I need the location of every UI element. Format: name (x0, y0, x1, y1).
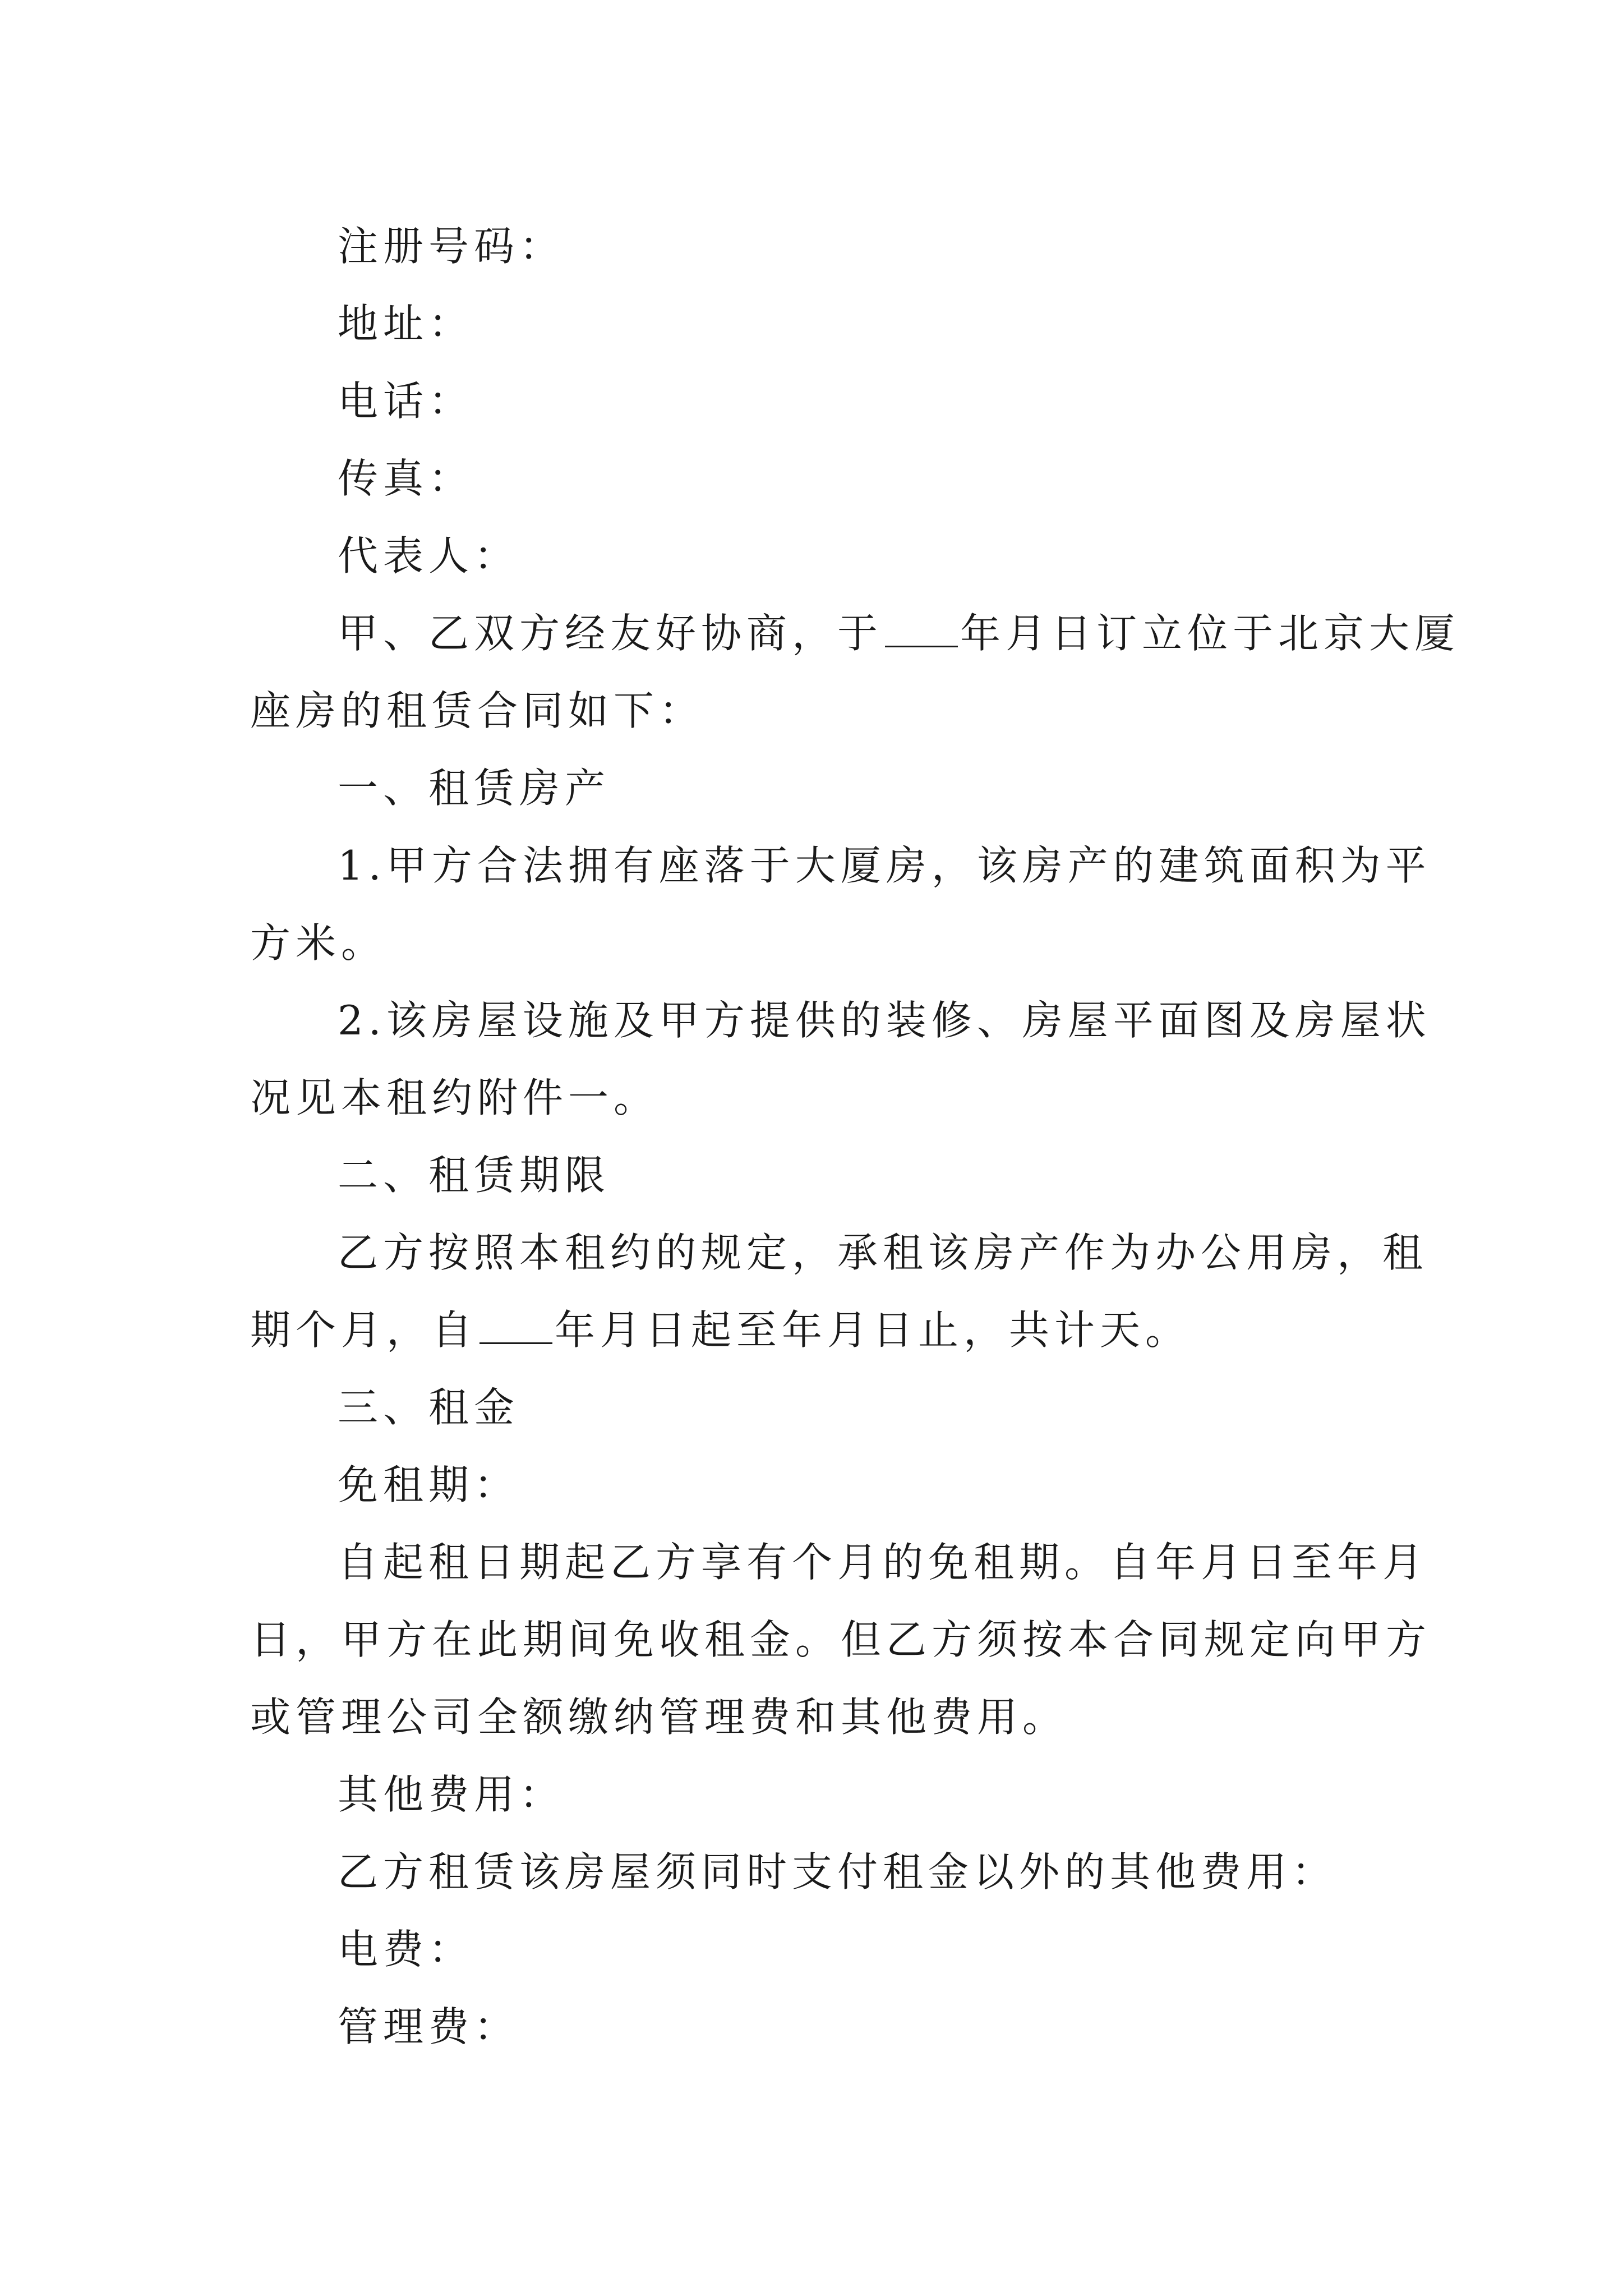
fax-line: 传真： (338, 455, 474, 502)
term-text-b: 年月日起至年月日止，共计天。 (555, 1306, 1191, 1354)
representative-line: 代表人： (338, 532, 520, 579)
section-heading-term: 二、租赁期限 (338, 1152, 611, 1199)
fill-in-blank (479, 1309, 552, 1344)
section-heading-rent: 三、租金 (338, 1384, 520, 1431)
address-line: 地址： (338, 300, 474, 347)
management-fee-line: 管理费： (338, 2003, 520, 2050)
clause-1-line-2: 方米。 (250, 919, 387, 967)
rent-free-line-1: 自起租日期起乙方享有个月的免租期。自年月日至年月 (338, 1539, 1428, 1586)
rent-free-line-3: 或管理公司全额缴纳管理费和其他费用。 (250, 1694, 1068, 1741)
term-line-1: 乙方按照本租约的规定，承租该房产作为办公用房，租 (338, 1229, 1428, 1276)
other-fees-line: 乙方租赁该房屋须同时支付租金以外的其他费用： (338, 1848, 1338, 1895)
other-fees-heading: 其他费用： (338, 1771, 565, 1818)
section-heading-property: 一、租赁房产 (338, 765, 611, 812)
rent-free-line-2: 日，甲方在此期间免收租金。但乙方须按本合同规定向甲方 (250, 1616, 1432, 1663)
rent-free-heading: 免租期： (338, 1461, 520, 1508)
document-body (250, 208, 1460, 2065)
fill-in-blank (885, 612, 958, 647)
agreement-intro-text-b: 年月日订立位于北京大厦 (960, 610, 1460, 657)
agreement-intro-line-1 (250, 595, 1460, 672)
clause-1-line-1: 1.甲方合法拥有座落于大厦房，该房产的建筑面积为平 (338, 842, 1431, 889)
registration-number-line: 注册号码： (338, 223, 565, 270)
phone-line: 电话： (338, 378, 474, 425)
agreement-intro-text-a: 甲、乙双方经友好协商，于 (338, 610, 883, 657)
agreement-intro-line-2: 座房的租赁合同如下： (250, 687, 705, 734)
electricity-fee-line: 电费： (338, 1926, 474, 1973)
term-line-2 (250, 1291, 1394, 1369)
clause-2-line-1: 2.该房屋设施及甲方提供的装修、房屋平面图及房屋状 (338, 997, 1431, 1044)
term-text-a: 期个月，自 (250, 1306, 478, 1354)
clause-2-line-2: 况见本租约附件一。 (250, 1074, 660, 1121)
